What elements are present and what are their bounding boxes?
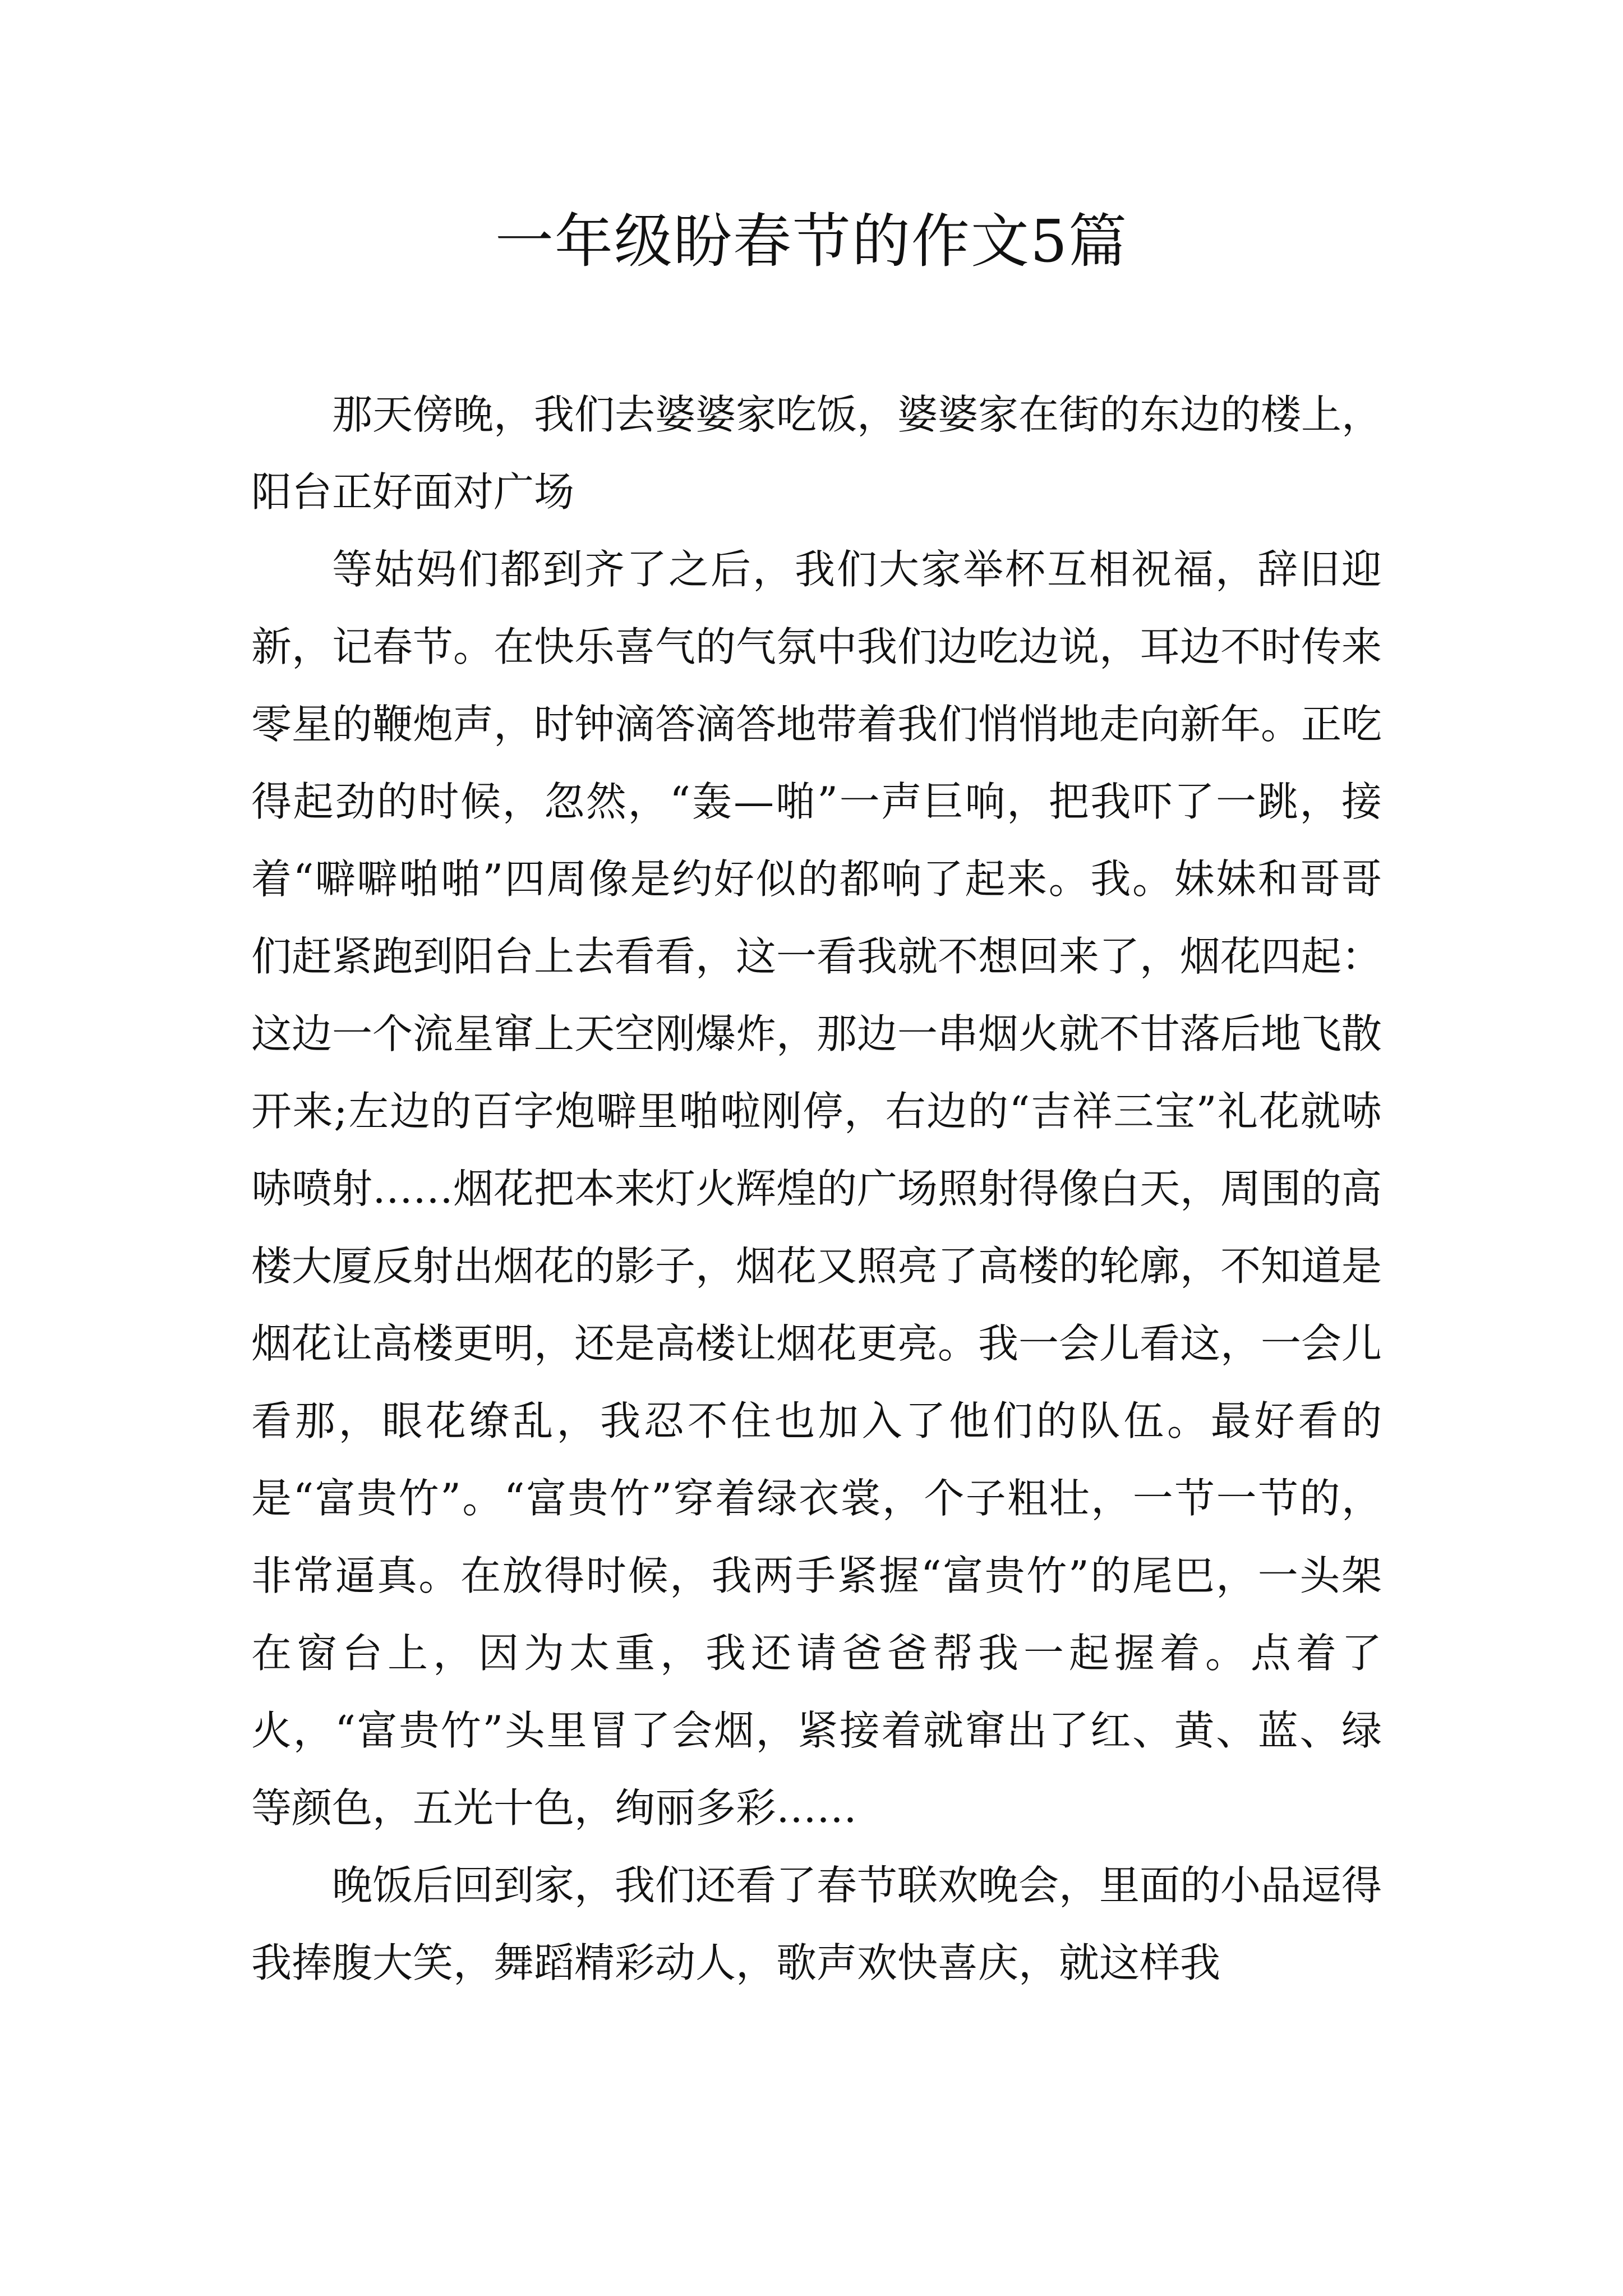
document-body	[251, 376, 1382, 2001]
paragraph: 晚饭后回到家，我们还看了春节联欢晚会，里面的小品逗得我捧腹大笑，舞蹈精彩动人，歌声欢快喜庆，就这样我	[251, 1862, 1382, 1986]
document-title: 一年级盼春节的作文5篇	[495, 207, 1128, 275]
paragraph: 等姑妈们都到齐了之后，我们大家举杯互相祝福，辞旧迎新，记春节。在快乐喜气的气氛中我们边吃边说，耳边不时传来零星的鞭炮声，时钟滴答滴答地带着我们悄悄地走向新年。正吃得起劲的时候，忽然，“轰—啪”一声巨响，把我吓了一跳，接着“噼噼啪啪”四周像是约好似的都响了起来。我。妹妹和哥哥们赶紧跑到阳台上去看看，这一看我就不想回来了，烟花四起：这边一个流星窜上天空刚爆炸，那边一串烟火就不甘落后地飞散开来;左边的百字炮噼里啪啦刚停，右边的“吉祥三宝”礼花就哧哧喷射……烟花把本来灯火辉煌的广场照射得像白天，周围的高楼大厦反射出烟花的影子，烟花又照亮了高楼的轮廓，不知道是烟花让高楼更明，还是高楼让烟花更亮。我一会儿看这，一会儿看那，眼花缭乱，我忍不住也加入了他们的队伍。最好看的是“富贵竹”。“富贵竹”穿着绿衣裳，个子粗壮，一节一节的，非常逼真。在放得时候，我两手紧握“富贵竹”的尾巴，一头架在窗台上，因为太重，我还请爸爸帮我一起握着。点着了火，“富贵竹”头里冒了会烟，紧接着就窜出了红、黄、蓝、绿等颜色，五光十色，绚丽多彩……	[251, 546, 1382, 1832]
paragraph: 那天傍晚，我们去婆婆家吃饭，婆婆家在街的东边的楼上，阳台正好面对广场	[251, 391, 1382, 516]
